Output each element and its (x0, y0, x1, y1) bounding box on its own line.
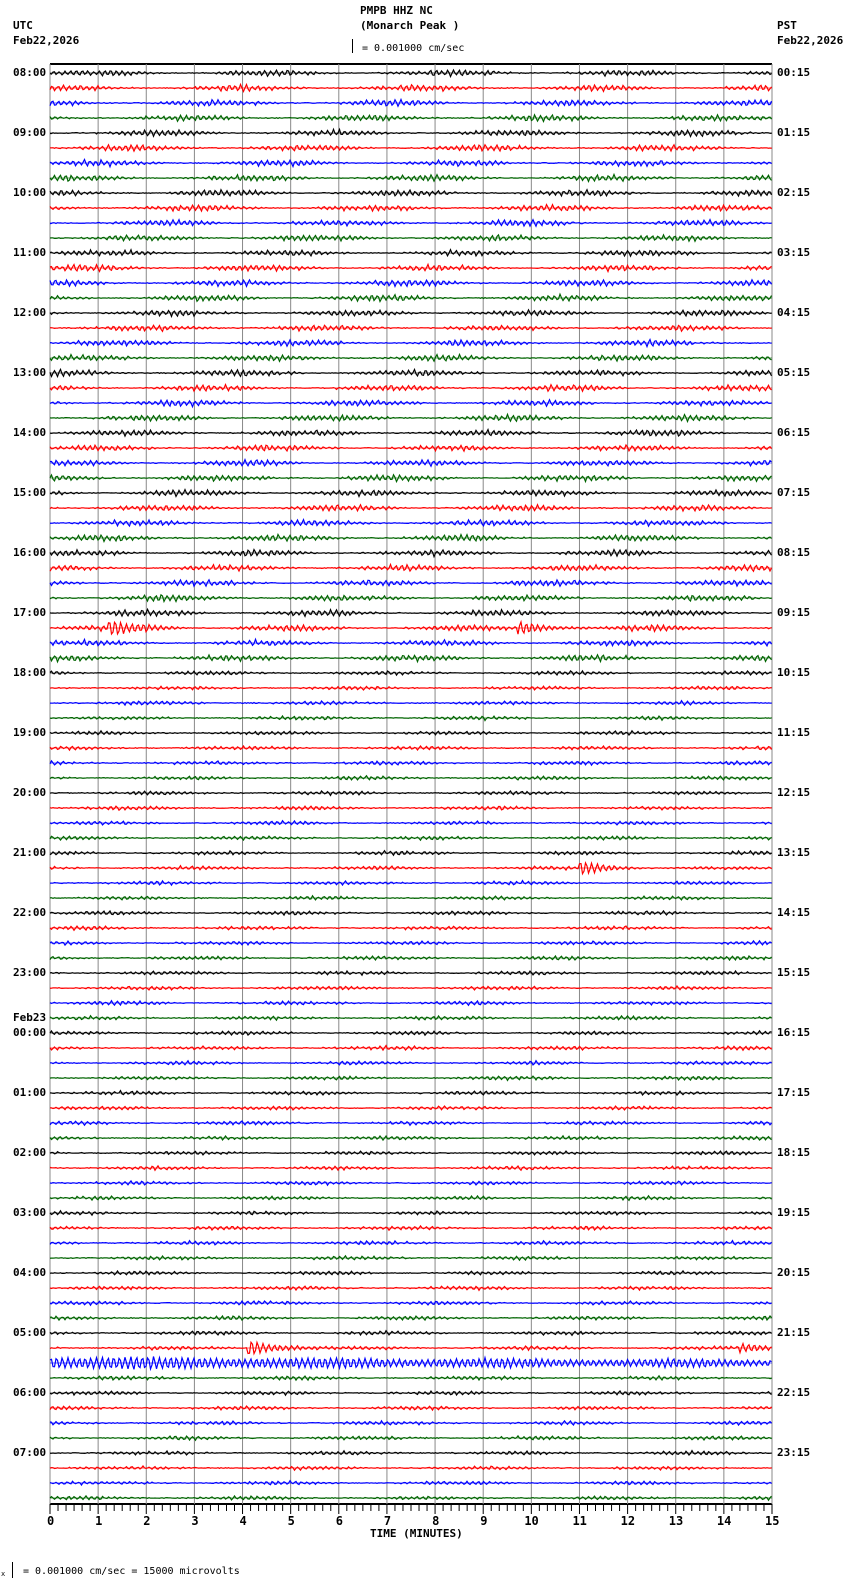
right-timezone: PST (777, 19, 797, 32)
seismic-trace (50, 1331, 772, 1336)
seismic-trace (50, 881, 772, 886)
x-tick-label: 14 (716, 1514, 732, 1528)
seismic-trace (50, 1342, 772, 1353)
seismic-trace (50, 655, 772, 662)
utc-hour-label: 03:00 (13, 1206, 47, 1219)
legend-scale-bar-icon (12, 1562, 13, 1578)
pst-hour-label: 03:15 (777, 246, 811, 259)
seismic-trace (50, 414, 772, 421)
pst-hour-label: 01:15 (777, 126, 811, 139)
utc-hour-label: 16:00 (13, 546, 47, 559)
seismic-trace (50, 1226, 772, 1230)
x-tick-label: 1 (95, 1514, 103, 1528)
pst-hour-label: 13:15 (777, 846, 811, 859)
utc-hour-label: 07:00 (13, 1446, 47, 1459)
pst-hour-label: 15:15 (777, 966, 811, 979)
seismic-trace (50, 280, 772, 287)
seismic-trace (50, 325, 772, 331)
date-change-label: Feb23 (13, 1011, 47, 1024)
utc-hour-label: 23:00 (13, 966, 47, 979)
pst-hour-label: 12:15 (777, 786, 811, 799)
pst-hour-label: 07:15 (777, 486, 811, 499)
seismic-trace (50, 250, 772, 256)
left-timezone: UTC (13, 19, 33, 32)
seismic-trace (50, 1391, 772, 1395)
pst-hour-label: 18:15 (777, 1146, 811, 1159)
x-tick-label: 12 (620, 1514, 636, 1528)
x-tick-label: 7 (383, 1514, 392, 1528)
seismic-trace (50, 746, 772, 750)
seismic-trace (50, 129, 772, 136)
utc-hour-label: 12:00 (13, 306, 47, 319)
seismic-trace (50, 716, 772, 721)
seismic-trace (50, 84, 772, 91)
utc-hour-label: 20:00 (13, 786, 47, 799)
right-date: Feb22,2026 (777, 34, 844, 47)
seismic-trace (50, 971, 772, 975)
seismic-trace (50, 1286, 772, 1290)
x-tick-label: 8 (432, 1514, 440, 1528)
utc-hour-label: 10:00 (13, 186, 47, 199)
seismic-trace (50, 369, 772, 376)
utc-hour-label: 18:00 (13, 666, 47, 679)
seismic-trace (50, 609, 772, 616)
utc-hour-label: 13:00 (13, 366, 47, 379)
utc-hour-label: 19:00 (13, 726, 47, 739)
x-tick-label: 15 (765, 1514, 780, 1528)
pst-hour-label: 17:15 (777, 1086, 811, 1099)
seismic-trace (50, 1076, 772, 1080)
pst-hour-label: 10:15 (777, 666, 811, 679)
station-title: PMPB HHZ NC (360, 4, 433, 17)
pst-hour-label: 14:15 (777, 906, 811, 919)
utc-hour-label: 01:00 (13, 1086, 47, 1099)
utc-hour-label: 08:00 (13, 66, 47, 79)
utc-hour-label: 04:00 (13, 1266, 47, 1279)
pst-hour-label: 22:15 (777, 1386, 811, 1399)
utc-hour-label: 22:00 (13, 906, 47, 919)
pst-hour-label: 09:15 (777, 606, 811, 619)
scale-label: = 0.001000 cm/sec (362, 43, 465, 54)
seismic-trace (50, 1136, 772, 1140)
x-tick-label: 10 (524, 1514, 539, 1528)
seismic-trace (50, 1016, 772, 1021)
seismic-trace (50, 1256, 772, 1260)
pst-hour-label: 19:15 (777, 1206, 811, 1219)
seismic-trace (50, 1406, 772, 1410)
pst-hour-label: 05:15 (777, 366, 811, 379)
utc-hour-label: 11:00 (13, 246, 47, 259)
seismic-trace (50, 294, 772, 301)
seismic-trace (50, 1376, 772, 1380)
x-tick-label: 2 (143, 1514, 151, 1528)
x-tick-label: 11 (572, 1514, 587, 1528)
x-tick-label: 5 (287, 1514, 295, 1528)
seismic-trace (50, 1046, 772, 1051)
utc-hour-label: 21:00 (13, 846, 47, 859)
footer-legend: = 0.001000 cm/sec = 15000 microvolts (23, 1566, 240, 1577)
seismic-trace (50, 1301, 772, 1305)
seismic-trace (50, 701, 772, 705)
x-tick-label: 4 (239, 1514, 247, 1528)
pst-hour-label: 08:15 (777, 546, 811, 559)
utc-hour-label: 14:00 (13, 426, 47, 439)
seismic-trace (50, 761, 772, 765)
pst-hour-label: 02:15 (777, 186, 811, 199)
seismic-trace (50, 1151, 772, 1155)
pst-hour-label: 21:15 (777, 1326, 811, 1339)
seismic-trace (50, 1211, 772, 1215)
pst-hour-label: 23:15 (777, 1446, 811, 1459)
x-tick-label: 13 (668, 1514, 684, 1528)
pst-hour-label: 11:15 (777, 726, 811, 739)
x-tick-label: 9 (480, 1514, 488, 1528)
utc-hour-label: 02:00 (13, 1146, 47, 1159)
seismic-trace (50, 145, 772, 151)
seismic-trace (50, 190, 772, 196)
seismic-trace (50, 1496, 772, 1500)
x-axis-title: TIME (MINUTES) (370, 1527, 463, 1540)
pst-hour-label: 00:15 (777, 66, 811, 79)
x-tick-label: 6 (335, 1514, 344, 1528)
x-tick-label: 0 (47, 1514, 55, 1528)
pst-hour-label: 20:15 (777, 1266, 811, 1279)
left-date: Feb22,2026 (13, 34, 80, 47)
x-tick-label: 3 (191, 1514, 199, 1528)
seismic-trace (50, 1181, 772, 1185)
utc-hour-label: 09:00 (13, 126, 47, 139)
seismic-trace (50, 535, 772, 542)
legend-prefix: x (1, 1570, 6, 1578)
seismic-trace (50, 639, 772, 646)
utc-hour-label: 00:00 (13, 1026, 47, 1039)
seismic-trace (50, 1061, 772, 1065)
utc-hour-label: 15:00 (13, 486, 47, 499)
seismic-trace (50, 806, 772, 810)
seismic-trace (50, 863, 772, 874)
pst-hour-label: 16:15 (777, 1026, 811, 1039)
pst-hour-label: 04:15 (777, 306, 811, 319)
pst-hour-label: 06:15 (777, 426, 811, 439)
seismic-trace (50, 836, 772, 840)
station-subtitle: (Monarch Peak ) (360, 19, 460, 32)
utc-hour-label: 05:00 (13, 1326, 47, 1339)
utc-hour-label: 06:00 (13, 1386, 47, 1399)
utc-hour-label: 17:00 (13, 606, 47, 619)
